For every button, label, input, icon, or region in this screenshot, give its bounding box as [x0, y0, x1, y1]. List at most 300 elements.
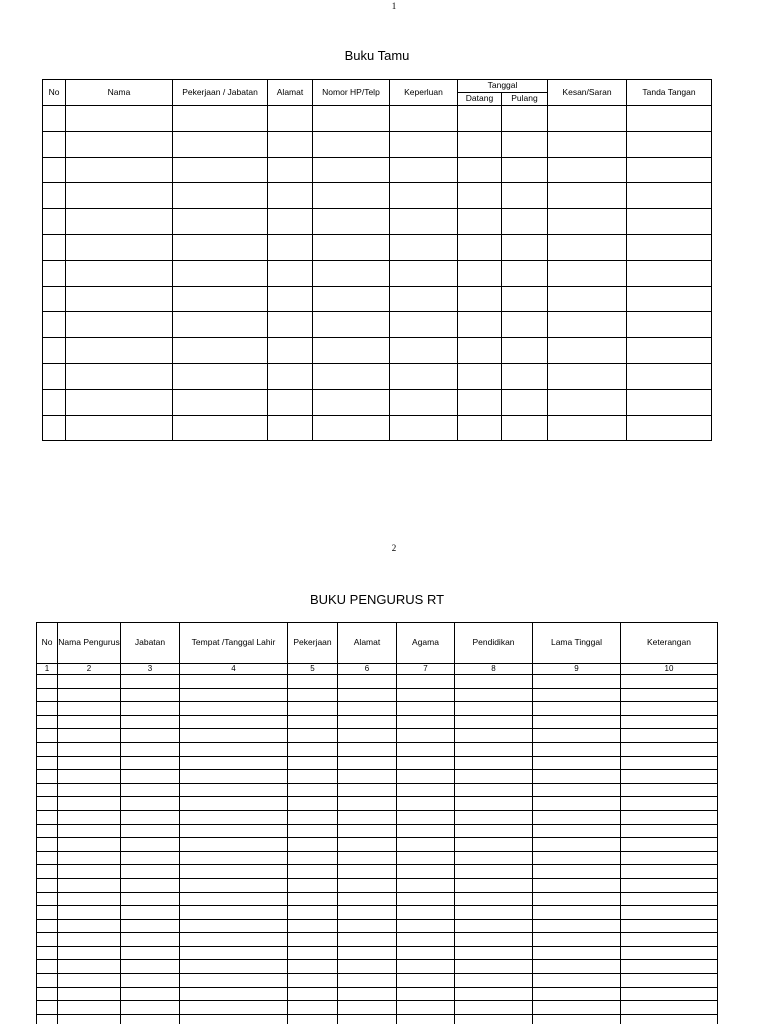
- table-cell[interactable]: [173, 363, 268, 389]
- table-cell[interactable]: [58, 1014, 121, 1024]
- table-cell[interactable]: [121, 824, 180, 838]
- table-cell[interactable]: [502, 389, 548, 415]
- table-cell[interactable]: [455, 742, 533, 756]
- table-cell[interactable]: [180, 688, 288, 702]
- table-cell[interactable]: [288, 702, 338, 716]
- table-cell[interactable]: [397, 824, 455, 838]
- table-cell[interactable]: [397, 797, 455, 811]
- table-cell[interactable]: [621, 675, 718, 689]
- table-cell[interactable]: [268, 209, 313, 235]
- table-cell[interactable]: [180, 756, 288, 770]
- table-cell[interactable]: [58, 783, 121, 797]
- table-cell[interactable]: [121, 715, 180, 729]
- table-cell[interactable]: [533, 851, 621, 865]
- table-cell[interactable]: [37, 878, 58, 892]
- table-cell[interactable]: [455, 851, 533, 865]
- table-cell[interactable]: [66, 389, 173, 415]
- table-cell[interactable]: [58, 906, 121, 920]
- table-cell[interactable]: [37, 974, 58, 988]
- table-cell[interactable]: [338, 729, 397, 743]
- table-cell[interactable]: [502, 183, 548, 209]
- table-cell[interactable]: [66, 157, 173, 183]
- table-cell[interactable]: [397, 1001, 455, 1015]
- table-cell[interactable]: [66, 260, 173, 286]
- table-cell[interactable]: [37, 919, 58, 933]
- table-cell[interactable]: [288, 838, 338, 852]
- table-cell[interactable]: [627, 106, 712, 132]
- table-cell[interactable]: [338, 974, 397, 988]
- table-cell[interactable]: [43, 131, 66, 157]
- table-cell[interactable]: [313, 363, 390, 389]
- table-cell[interactable]: [533, 892, 621, 906]
- table-cell[interactable]: [533, 688, 621, 702]
- table-cell[interactable]: [455, 688, 533, 702]
- table-cell[interactable]: [627, 389, 712, 415]
- table-cell[interactable]: [621, 824, 718, 838]
- table-cell[interactable]: [180, 987, 288, 1001]
- table-cell[interactable]: [288, 851, 338, 865]
- table-cell[interactable]: [502, 338, 548, 364]
- table-cell[interactable]: [390, 415, 458, 441]
- table-cell[interactable]: [121, 1001, 180, 1015]
- table-cell[interactable]: [173, 286, 268, 312]
- table-cell[interactable]: [621, 906, 718, 920]
- table-cell[interactable]: [58, 702, 121, 716]
- table-cell[interactable]: [455, 770, 533, 784]
- table-cell[interactable]: [180, 946, 288, 960]
- table-cell[interactable]: [180, 824, 288, 838]
- table-cell[interactable]: [121, 675, 180, 689]
- table-cell[interactable]: [548, 389, 627, 415]
- table-cell[interactable]: [180, 702, 288, 716]
- table-cell[interactable]: [397, 906, 455, 920]
- table-cell[interactable]: [121, 742, 180, 756]
- table-cell[interactable]: [268, 106, 313, 132]
- table-cell[interactable]: [288, 892, 338, 906]
- table-cell[interactable]: [458, 209, 502, 235]
- table-cell[interactable]: [548, 363, 627, 389]
- table-cell[interactable]: [121, 892, 180, 906]
- table-cell[interactable]: [43, 183, 66, 209]
- table-cell[interactable]: [338, 770, 397, 784]
- table-cell[interactable]: [548, 286, 627, 312]
- table-cell[interactable]: [627, 286, 712, 312]
- table-cell[interactable]: [313, 389, 390, 415]
- table-cell[interactable]: [58, 974, 121, 988]
- table-cell[interactable]: [458, 363, 502, 389]
- table-cell[interactable]: [121, 729, 180, 743]
- table-cell[interactable]: [338, 783, 397, 797]
- table-cell[interactable]: [37, 865, 58, 879]
- table-cell[interactable]: [288, 783, 338, 797]
- table-cell[interactable]: [58, 756, 121, 770]
- table-cell[interactable]: [43, 260, 66, 286]
- table-cell[interactable]: [37, 797, 58, 811]
- table-cell[interactable]: [397, 675, 455, 689]
- table-cell[interactable]: [621, 688, 718, 702]
- table-cell[interactable]: [455, 756, 533, 770]
- table-cell[interactable]: [58, 688, 121, 702]
- table-cell[interactable]: [338, 797, 397, 811]
- table-cell[interactable]: [548, 106, 627, 132]
- table-cell[interactable]: [313, 234, 390, 260]
- table-cell[interactable]: [397, 919, 455, 933]
- table-cell[interactable]: [455, 987, 533, 1001]
- table-cell[interactable]: [58, 675, 121, 689]
- table-cell[interactable]: [627, 234, 712, 260]
- table-cell[interactable]: [627, 131, 712, 157]
- table-cell[interactable]: [627, 415, 712, 441]
- table-cell[interactable]: [173, 338, 268, 364]
- table-cell[interactable]: [621, 715, 718, 729]
- table-cell[interactable]: [338, 715, 397, 729]
- table-cell[interactable]: [58, 892, 121, 906]
- table-cell[interactable]: [268, 312, 313, 338]
- table-cell[interactable]: [66, 131, 173, 157]
- table-cell[interactable]: [338, 960, 397, 974]
- table-cell[interactable]: [533, 987, 621, 1001]
- table-cell[interactable]: [397, 715, 455, 729]
- table-cell[interactable]: [37, 892, 58, 906]
- table-cell[interactable]: [121, 770, 180, 784]
- table-cell[interactable]: [455, 974, 533, 988]
- table-cell[interactable]: [621, 810, 718, 824]
- table-cell[interactable]: [397, 960, 455, 974]
- table-cell[interactable]: [180, 1014, 288, 1024]
- table-cell[interactable]: [313, 106, 390, 132]
- table-cell[interactable]: [455, 960, 533, 974]
- table-cell[interactable]: [533, 824, 621, 838]
- table-cell[interactable]: [397, 933, 455, 947]
- table-cell[interactable]: [397, 892, 455, 906]
- table-cell[interactable]: [313, 209, 390, 235]
- table-cell[interactable]: [58, 838, 121, 852]
- table-cell[interactable]: [313, 157, 390, 183]
- table-cell[interactable]: [397, 810, 455, 824]
- table-cell[interactable]: [458, 389, 502, 415]
- table-cell[interactable]: [455, 675, 533, 689]
- table-cell[interactable]: [533, 797, 621, 811]
- table-cell[interactable]: [43, 415, 66, 441]
- table-cell[interactable]: [455, 783, 533, 797]
- table-cell[interactable]: [533, 783, 621, 797]
- table-cell[interactable]: [58, 742, 121, 756]
- table-cell[interactable]: [621, 919, 718, 933]
- table-cell[interactable]: [268, 415, 313, 441]
- table-cell[interactable]: [621, 974, 718, 988]
- table-cell[interactable]: [533, 865, 621, 879]
- table-cell[interactable]: [458, 286, 502, 312]
- table-cell[interactable]: [313, 286, 390, 312]
- table-cell[interactable]: [37, 729, 58, 743]
- table-cell[interactable]: [37, 960, 58, 974]
- table-cell[interactable]: [338, 919, 397, 933]
- table-cell[interactable]: [37, 906, 58, 920]
- table-cell[interactable]: [502, 157, 548, 183]
- table-cell[interactable]: [180, 878, 288, 892]
- table-cell[interactable]: [58, 810, 121, 824]
- table-cell[interactable]: [455, 824, 533, 838]
- table-cell[interactable]: [338, 675, 397, 689]
- table-cell[interactable]: [621, 1001, 718, 1015]
- table-cell[interactable]: [390, 209, 458, 235]
- table-cell[interactable]: [288, 987, 338, 1001]
- table-cell[interactable]: [533, 960, 621, 974]
- table-cell[interactable]: [548, 312, 627, 338]
- table-cell[interactable]: [458, 415, 502, 441]
- table-cell[interactable]: [502, 209, 548, 235]
- table-cell[interactable]: [533, 933, 621, 947]
- table-cell[interactable]: [621, 742, 718, 756]
- table-cell[interactable]: [173, 183, 268, 209]
- table-cell[interactable]: [502, 131, 548, 157]
- table-cell[interactable]: [390, 338, 458, 364]
- table-cell[interactable]: [121, 878, 180, 892]
- table-cell[interactable]: [390, 286, 458, 312]
- table-cell[interactable]: [268, 338, 313, 364]
- table-cell[interactable]: [180, 770, 288, 784]
- table-cell[interactable]: [548, 234, 627, 260]
- table-cell[interactable]: [58, 851, 121, 865]
- table-cell[interactable]: [313, 338, 390, 364]
- table-cell[interactable]: [121, 851, 180, 865]
- table-cell[interactable]: [313, 260, 390, 286]
- table-cell[interactable]: [268, 157, 313, 183]
- table-cell[interactable]: [43, 286, 66, 312]
- table-cell[interactable]: [121, 797, 180, 811]
- table-cell[interactable]: [121, 756, 180, 770]
- table-cell[interactable]: [43, 338, 66, 364]
- table-cell[interactable]: [338, 892, 397, 906]
- table-cell[interactable]: [621, 770, 718, 784]
- table-cell[interactable]: [455, 1014, 533, 1024]
- table-cell[interactable]: [66, 312, 173, 338]
- table-cell[interactable]: [121, 865, 180, 879]
- table-cell[interactable]: [180, 783, 288, 797]
- table-cell[interactable]: [313, 312, 390, 338]
- table-cell[interactable]: [288, 878, 338, 892]
- table-cell[interactable]: [338, 878, 397, 892]
- table-cell[interactable]: [37, 1001, 58, 1015]
- table-cell[interactable]: [397, 865, 455, 879]
- table-cell[interactable]: [621, 729, 718, 743]
- table-cell[interactable]: [180, 865, 288, 879]
- table-cell[interactable]: [621, 878, 718, 892]
- table-cell[interactable]: [397, 1014, 455, 1024]
- table-cell[interactable]: [58, 865, 121, 879]
- table-cell[interactable]: [548, 131, 627, 157]
- table-cell[interactable]: [338, 702, 397, 716]
- table-cell[interactable]: [455, 865, 533, 879]
- table-cell[interactable]: [548, 209, 627, 235]
- table-cell[interactable]: [397, 987, 455, 1001]
- table-cell[interactable]: [173, 234, 268, 260]
- table-cell[interactable]: [502, 312, 548, 338]
- table-cell[interactable]: [121, 838, 180, 852]
- table-cell[interactable]: [66, 338, 173, 364]
- table-cell[interactable]: [121, 946, 180, 960]
- table-cell[interactable]: [397, 946, 455, 960]
- table-cell[interactable]: [455, 919, 533, 933]
- table-cell[interactable]: [627, 312, 712, 338]
- table-cell[interactable]: [338, 1014, 397, 1024]
- table-cell[interactable]: [37, 810, 58, 824]
- table-cell[interactable]: [37, 756, 58, 770]
- table-cell[interactable]: [58, 1001, 121, 1015]
- table-cell[interactable]: [121, 1014, 180, 1024]
- table-cell[interactable]: [548, 157, 627, 183]
- table-cell[interactable]: [180, 960, 288, 974]
- table-cell[interactable]: [288, 1001, 338, 1015]
- table-cell[interactable]: [458, 106, 502, 132]
- table-cell[interactable]: [121, 906, 180, 920]
- table-cell[interactable]: [338, 851, 397, 865]
- table-cell[interactable]: [37, 742, 58, 756]
- table-cell[interactable]: [58, 715, 121, 729]
- table-cell[interactable]: [43, 157, 66, 183]
- table-cell[interactable]: [37, 987, 58, 1001]
- table-cell[interactable]: [397, 729, 455, 743]
- table-cell[interactable]: [627, 209, 712, 235]
- table-cell[interactable]: [621, 851, 718, 865]
- table-cell[interactable]: [288, 824, 338, 838]
- table-cell[interactable]: [397, 742, 455, 756]
- table-cell[interactable]: [458, 131, 502, 157]
- table-cell[interactable]: [173, 131, 268, 157]
- table-cell[interactable]: [313, 183, 390, 209]
- table-cell[interactable]: [338, 742, 397, 756]
- table-cell[interactable]: [338, 810, 397, 824]
- table-cell[interactable]: [397, 838, 455, 852]
- table-cell[interactable]: [173, 312, 268, 338]
- table-cell[interactable]: [58, 729, 121, 743]
- table-cell[interactable]: [313, 131, 390, 157]
- table-cell[interactable]: [288, 742, 338, 756]
- table-cell[interactable]: [533, 702, 621, 716]
- table-cell[interactable]: [180, 892, 288, 906]
- table-cell[interactable]: [288, 960, 338, 974]
- table-cell[interactable]: [390, 234, 458, 260]
- table-cell[interactable]: [288, 933, 338, 947]
- table-cell[interactable]: [338, 865, 397, 879]
- table-cell[interactable]: [502, 260, 548, 286]
- table-cell[interactable]: [268, 260, 313, 286]
- table-cell[interactable]: [288, 919, 338, 933]
- table-cell[interactable]: [173, 389, 268, 415]
- table-cell[interactable]: [37, 838, 58, 852]
- table-cell[interactable]: [621, 987, 718, 1001]
- table-cell[interactable]: [533, 946, 621, 960]
- table-cell[interactable]: [338, 933, 397, 947]
- table-cell[interactable]: [58, 919, 121, 933]
- table-cell[interactable]: [288, 715, 338, 729]
- table-cell[interactable]: [288, 906, 338, 920]
- table-cell[interactable]: [66, 183, 173, 209]
- table-cell[interactable]: [455, 838, 533, 852]
- table-cell[interactable]: [121, 974, 180, 988]
- table-cell[interactable]: [338, 688, 397, 702]
- table-cell[interactable]: [502, 106, 548, 132]
- table-cell[interactable]: [533, 756, 621, 770]
- table-cell[interactable]: [121, 702, 180, 716]
- table-cell[interactable]: [621, 797, 718, 811]
- table-cell[interactable]: [37, 675, 58, 689]
- table-cell[interactable]: [288, 810, 338, 824]
- table-cell[interactable]: [533, 742, 621, 756]
- table-cell[interactable]: [37, 851, 58, 865]
- table-cell[interactable]: [455, 1001, 533, 1015]
- table-cell[interactable]: [288, 756, 338, 770]
- table-cell[interactable]: [455, 797, 533, 811]
- table-cell[interactable]: [268, 183, 313, 209]
- table-cell[interactable]: [455, 702, 533, 716]
- table-cell[interactable]: [180, 715, 288, 729]
- table-cell[interactable]: [533, 770, 621, 784]
- table-cell[interactable]: [173, 260, 268, 286]
- table-cell[interactable]: [455, 878, 533, 892]
- table-cell[interactable]: [43, 234, 66, 260]
- table-cell[interactable]: [548, 338, 627, 364]
- table-cell[interactable]: [621, 933, 718, 947]
- table-cell[interactable]: [43, 363, 66, 389]
- table-cell[interactable]: [180, 675, 288, 689]
- table-cell[interactable]: [458, 157, 502, 183]
- table-cell[interactable]: [66, 234, 173, 260]
- table-cell[interactable]: [627, 183, 712, 209]
- table-cell[interactable]: [37, 715, 58, 729]
- table-cell[interactable]: [288, 770, 338, 784]
- table-cell[interactable]: [66, 209, 173, 235]
- table-cell[interactable]: [458, 234, 502, 260]
- table-cell[interactable]: [180, 933, 288, 947]
- table-cell[interactable]: [533, 906, 621, 920]
- table-cell[interactable]: [390, 106, 458, 132]
- table-cell[interactable]: [397, 851, 455, 865]
- table-cell[interactable]: [390, 312, 458, 338]
- table-cell[interactable]: [37, 783, 58, 797]
- table-cell[interactable]: [390, 183, 458, 209]
- table-cell[interactable]: [37, 688, 58, 702]
- table-cell[interactable]: [390, 157, 458, 183]
- table-cell[interactable]: [180, 810, 288, 824]
- table-cell[interactable]: [58, 933, 121, 947]
- table-cell[interactable]: [627, 338, 712, 364]
- table-cell[interactable]: [627, 157, 712, 183]
- table-cell[interactable]: [502, 234, 548, 260]
- table-cell[interactable]: [502, 415, 548, 441]
- table-cell[interactable]: [621, 946, 718, 960]
- table-cell[interactable]: [533, 1014, 621, 1024]
- table-cell[interactable]: [548, 260, 627, 286]
- table-cell[interactable]: [397, 756, 455, 770]
- table-cell[interactable]: [180, 906, 288, 920]
- table-cell[interactable]: [621, 1014, 718, 1024]
- table-cell[interactable]: [533, 1001, 621, 1015]
- table-cell[interactable]: [627, 260, 712, 286]
- table-cell[interactable]: [180, 919, 288, 933]
- table-cell[interactable]: [37, 946, 58, 960]
- table-cell[interactable]: [458, 312, 502, 338]
- table-cell[interactable]: [43, 312, 66, 338]
- table-cell[interactable]: [621, 892, 718, 906]
- table-cell[interactable]: [338, 824, 397, 838]
- table-cell[interactable]: [58, 824, 121, 838]
- table-cell[interactable]: [66, 286, 173, 312]
- table-cell[interactable]: [180, 838, 288, 852]
- table-cell[interactable]: [390, 260, 458, 286]
- table-cell[interactable]: [621, 865, 718, 879]
- table-cell[interactable]: [43, 389, 66, 415]
